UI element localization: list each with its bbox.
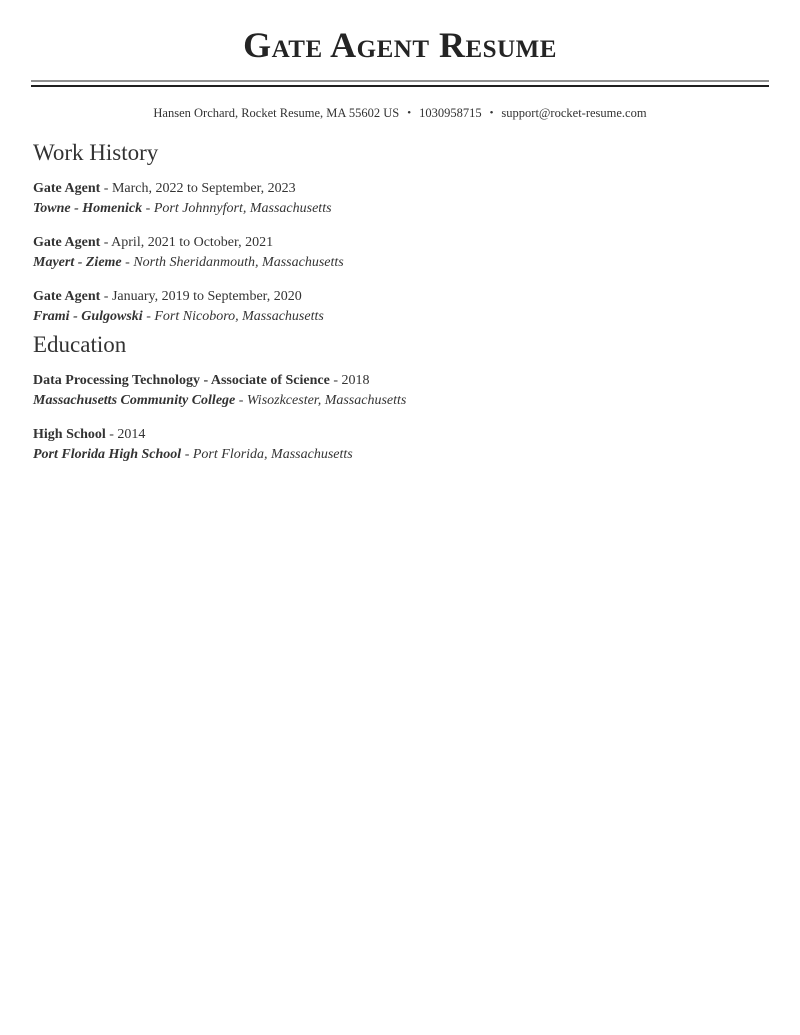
job-title: Gate Agent [33, 181, 101, 196]
bullet-separator-icon: • [407, 107, 412, 119]
education-entry [33, 371, 767, 411]
school-location: Wisozkcester, Massachusetts [246, 393, 407, 408]
page-title: Gate Agent Resume [243, 25, 557, 65]
dash-separator: - [100, 289, 112, 304]
job-dates: March, 2022 to September, 2023 [111, 181, 296, 196]
work-entry-role-line [33, 179, 767, 199]
employer-name: Frami - Gulgowski [33, 309, 143, 324]
bullet-separator-icon: • [489, 107, 494, 119]
school-name: Port Florida High School [33, 447, 182, 462]
job-location: Fort Nicoboro, Massachusetts [154, 309, 324, 324]
job-location: Port Johnnyfort, Massachusetts [153, 201, 332, 216]
work-entry [33, 233, 767, 273]
job-title: Gate Agent [33, 235, 101, 250]
work-history-heading: Work History [33, 140, 159, 165]
work-entry-role-line [33, 233, 767, 253]
job-dates: April, 2021 to October, 2021 [111, 235, 274, 250]
education-entry [33, 425, 767, 465]
contact-address: Hansen Orchard, Rocket Resume, MA 55602 US [153, 106, 400, 120]
dash-separator: - [121, 255, 134, 270]
work-entry-employer-line [33, 199, 767, 219]
graduation-year: 2014 [117, 427, 146, 442]
employer-name: Mayert - Zieme [33, 255, 122, 270]
work-entry [33, 179, 767, 219]
job-dates: January, 2019 to September, 2020 [111, 289, 302, 304]
dash-separator: - [181, 447, 193, 462]
dash-separator: - [329, 373, 342, 388]
education-heading: Education [33, 332, 127, 357]
work-entry-role-line [33, 287, 767, 307]
divider-line-light [31, 80, 769, 82]
degree-title: Data Processing Technology - Associate of Science [33, 373, 330, 388]
dash-separator: - [142, 309, 155, 324]
dash-separator: - [235, 393, 247, 408]
job-title: Gate Agent [33, 289, 101, 304]
contact-phone: 1030958715 [419, 106, 482, 120]
dash-separator: - [100, 235, 112, 250]
contact-line [33, 106, 767, 121]
work-entry-employer-line [33, 253, 767, 273]
school-name: Massachusetts Community College [33, 393, 236, 408]
divider-line-dark [31, 85, 769, 87]
education-school-line [33, 391, 767, 411]
school-location: Port Florida, Massachusetts [192, 447, 353, 462]
dash-separator: - [142, 201, 154, 216]
job-location: North Sheridanmouth, Massachusetts [133, 255, 344, 270]
dash-separator: - [105, 427, 118, 442]
graduation-year: 2018 [341, 373, 370, 388]
header-divider [31, 80, 769, 87]
degree-title: High School [33, 427, 106, 442]
dash-separator: - [100, 181, 112, 196]
employer-name: Towne - Homenick [33, 201, 143, 216]
work-entry [33, 287, 767, 327]
contact-email: support@rocket-resume.com [501, 106, 647, 120]
education-school-line [33, 445, 767, 465]
education-degree-line [33, 425, 767, 445]
work-entry-employer-line [33, 307, 767, 327]
education-degree-line [33, 371, 767, 391]
